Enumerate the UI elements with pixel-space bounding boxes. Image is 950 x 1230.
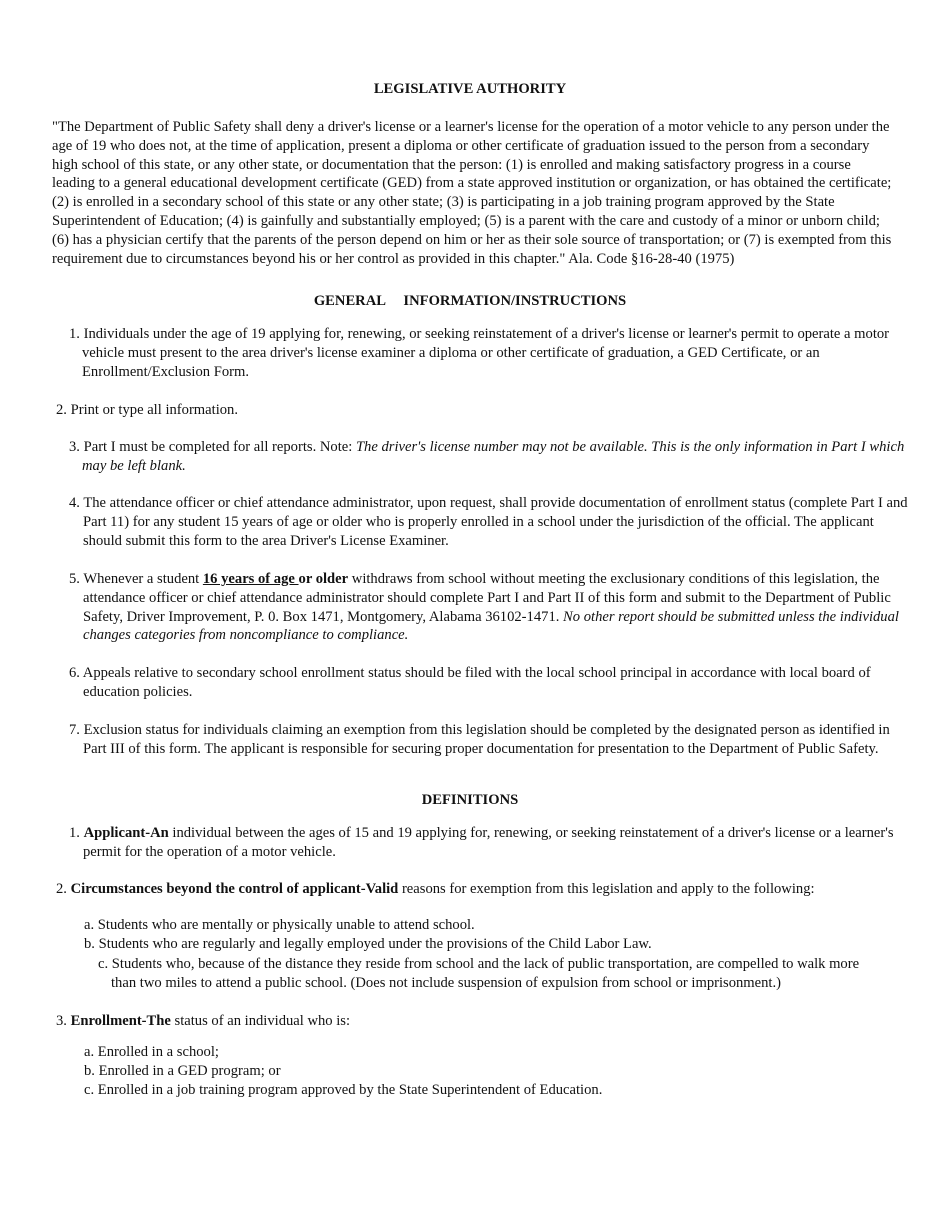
- instruction-item-1: 1. Individuals under the age of 19 applying for, renewing, or seeking reinstatement of a driver's license or learner's permit to operate a motor vehicle must present to the area driver's license examiner a diploma or other certificate of graduation, a GED Certificate, or an Enrollment/Exclusion Form.: [69, 326, 890, 380]
- instruction-item-6: 6. Appeals relative to secondary school enrollment status should be filed with the local school principal in accordance with local board of education policies.: [69, 665, 871, 700]
- general-instructions-heading: GENERAL INFORMATION/INSTRUCTIONS: [313, 293, 627, 309]
- instruction-item-2: 2. Print or type all information.: [56, 402, 238, 418]
- definition-item-1-term: Applicant-An: [83, 825, 169, 841]
- instruction-item-5-older: or older: [298, 571, 349, 587]
- definition-2-subitem-c: c. Students who, because of the distance they reside from school and the lack of public transportation, are compelled to walk more than two miles to attend a public school. (Does not include suspension of expulsion from school or imprisonment.): [98, 956, 860, 991]
- instruction-item-5-age: 16 years of age: [202, 571, 299, 587]
- instruction-item-4: 4. The attendance officer or chief attendance administrator, upon request, shall provide documentation of enrollment status (complete Part I and Part 11) for any student 15 years of age or older who is properly enrolled in a school under the jurisdiction of the official. The applicant should submit this form to the area Driver's License Examiner.: [69, 495, 908, 549]
- instruction-item-3: [56, 438, 912, 476]
- definition-item-2-text: reasons for exemption from this legislation and apply to the following:: [398, 881, 815, 897]
- instruction-item-3-note: The driver's license number may not be available. This is the only information in Part I which may be left blank.: [82, 439, 905, 474]
- definition-2-subitem-b: b. Students who are regularly and legally employed under the provisions of the Child Labor Law.: [84, 936, 652, 952]
- definition-item-2-number: 2.: [56, 881, 71, 897]
- instruction-item-3-text: 3. Part I must be completed for all reports. Note:: [69, 439, 356, 455]
- definition-item-1: [56, 824, 917, 862]
- definition-item-2-term: Circumstances beyond the control of applicant-Valid: [70, 881, 399, 897]
- definition-3-subitem-a: a. Enrolled in a school;: [84, 1044, 219, 1060]
- legislative-authority-heading: LEGISLATIVE AUTHORITY: [373, 81, 567, 97]
- definition-3-subitem-c: c. Enrolled in a job training program approved by the State Superintendent of Education.: [84, 1082, 603, 1098]
- instruction-item-7: 7. Exclusion status for individuals claiming an exemption from this legislation should be completed by the designated person as identified in Part III of this form. The applicant is responsible for securing proper documentation for presentation to the Department of Public Safety.: [69, 722, 890, 757]
- definitions-heading: DEFINITIONS: [421, 792, 519, 808]
- definition-item-3-number: 3.: [56, 1013, 71, 1029]
- definition-item-1-number: 1.: [69, 825, 84, 841]
- instruction-item-5-text: 5. Whenever a student: [69, 571, 203, 587]
- instruction-item-5: [56, 570, 913, 645]
- legislative-authority-text: "The Department of Public Safety shall deny a driver's license or a learner's license for the operation of a motor vehicle to any person under the age of 19 who does not, at the time of application, present a diploma or other certificate of graduation issued to the person from a secondary high school of this state, or any other state, or documentation that the person: (1) is enrolled and making satisfactory progress in a course leading to a general educational development certificate (GED) from a state approved institution or organization, or has obtained the certificate; (2) is enrolled in a secondary school of this state or any other state; (3) is participating in a job training program approved by the State Superintendent of Education; (4) is gainfully and substantially employed; (5) is a parent with the care and custody of a minor or unborn child; (6) has a physician certify that the parents of the person depend on him or her as their sole source of transportation; or (7) is exempted from this requirement due to circumstances beyond his or her control as provided in this chapter." Ala. Code §16-28-40 (1975): [52, 119, 892, 267]
- definition-2-subitem-a: a. Students who are mentally or physically unable to attend school.: [84, 917, 475, 933]
- instruction-item-5-body: withdraws from school without meeting the exclusionary conditions of this legislation, the attendance officer or chief attendance administrator should complete Part I and Part II of this form and submit to the Department of Public Safety, Driver Improvement, P. 0. Box 1471, Montgomery, Alabama 36102-1471.: [83, 571, 891, 625]
- definition-item-2: [56, 880, 896, 899]
- definition-3-subitem-b: b. Enrolled in a GED program; or: [84, 1063, 281, 1079]
- instruction-item-5-note: No other report should be submitted unless the individual changes categories from noncompliance to compliance.: [83, 608, 899, 644]
- definition-item-1-text: individual between the ages of 15 and 19 applying for, renewing, or seeking reinstatement of a driver's license or a learner's permit for the operation of a motor vehicle.: [83, 825, 894, 860]
- definition-item-3: [56, 1012, 886, 1031]
- definition-item-3-term: Enrollment-The: [70, 1013, 171, 1029]
- definition-item-3-text: status of an individual who is:: [170, 1013, 351, 1029]
